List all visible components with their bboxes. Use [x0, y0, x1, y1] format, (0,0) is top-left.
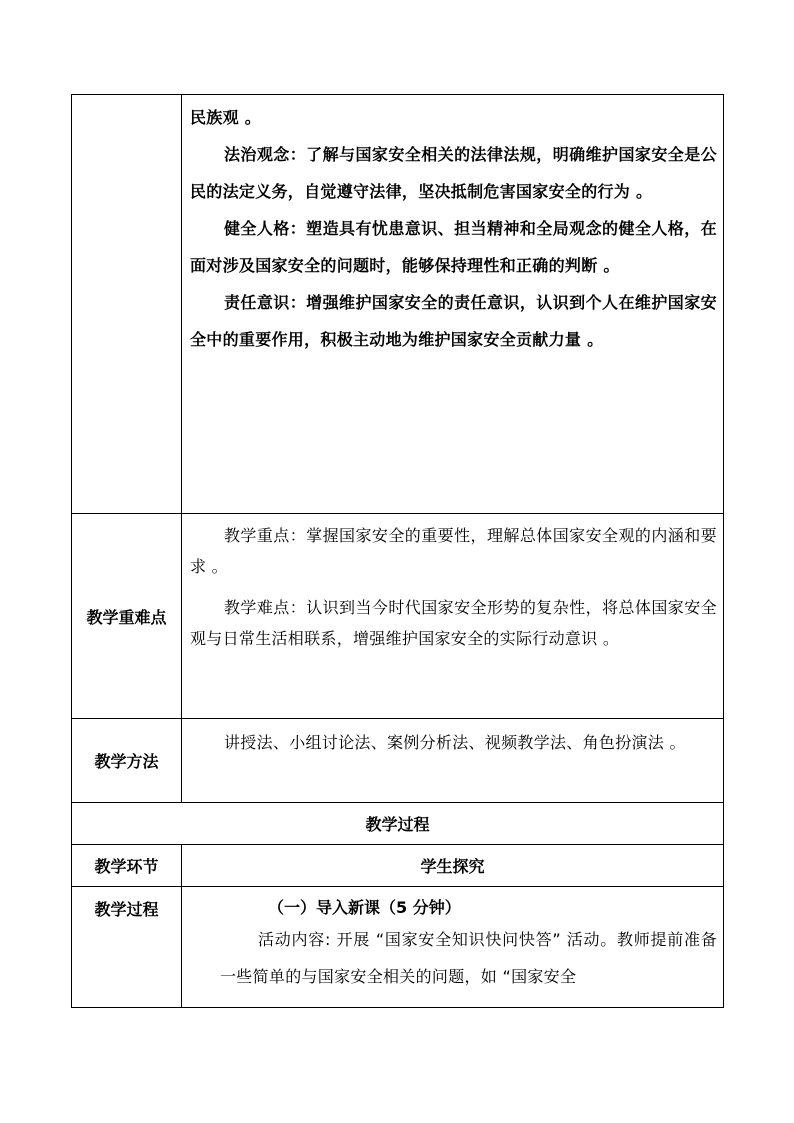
goals-label-cell: [72, 95, 182, 514]
goals-paragraph-rule-of-law: 法治观念：了解与国家安全相关的法律法规，明确维护国家安全是公民的法定义务，自觉遵守法律，坚决抵制危害国家安全的行为 。: [190, 145, 717, 201]
key-points-row: [72, 514, 724, 719]
goals-paragraph-0: 民族观 。: [190, 108, 262, 127]
lesson-plan-table: [71, 94, 724, 1008]
goals-row: [72, 95, 724, 514]
methods-text: 讲授法、小组讨论法、案例分析法、视频教学法、角色扮演法 。: [224, 733, 686, 752]
process-subheading: （一）导入新课（5 分钟）: [268, 898, 461, 917]
process-row: [72, 887, 724, 1008]
key-difficulty-text: 教学难点：认识到当今时代国家安全形势的复杂性，将总体国家安全观与日常生活相联系，增强维护国家安全的实际行动意识 。: [190, 598, 717, 648]
goals-paragraph-personality: 健全人格：塑造具有忧患意识、担当精神和全局观念的健全人格，在面对涉及国家安全的问题时，能够保持理性和正确的判断 。: [190, 219, 717, 275]
column-stage-label: 教学环节: [72, 845, 182, 887]
process-activity-text: 活动内容: 开展 “国家安全知识快问快答” 活动。教师提前准备一些简单的与国家安全相关的问题，如 “国家安全: [220, 930, 717, 986]
process-header-row: [72, 803, 724, 845]
methods-label: 教学方法: [72, 719, 182, 803]
methods-content-cell: [182, 719, 724, 803]
goals-content-cell: [182, 95, 724, 514]
goals-paragraph-responsibility: 责任意识：增强维护国家安全的责任意识，认识到个人在维护国家安全中的重要作用，积极主动地为维护国家安全贡献力量 。: [190, 293, 717, 349]
key-focus-text: 教学重点：掌握国家安全的重要性，理解总体国家安全观的内涵和要求 。: [190, 526, 717, 576]
key-points-label: 教学重难点: [72, 514, 182, 719]
process-header: 教学过程: [72, 803, 724, 845]
methods-row: [72, 719, 724, 803]
key-points-content-cell: [182, 514, 724, 719]
process-label: 教学过程: [72, 887, 182, 1008]
process-content-cell: [182, 887, 724, 1008]
columns-row: [72, 845, 724, 887]
column-explore-label: 学生探究: [182, 845, 724, 887]
